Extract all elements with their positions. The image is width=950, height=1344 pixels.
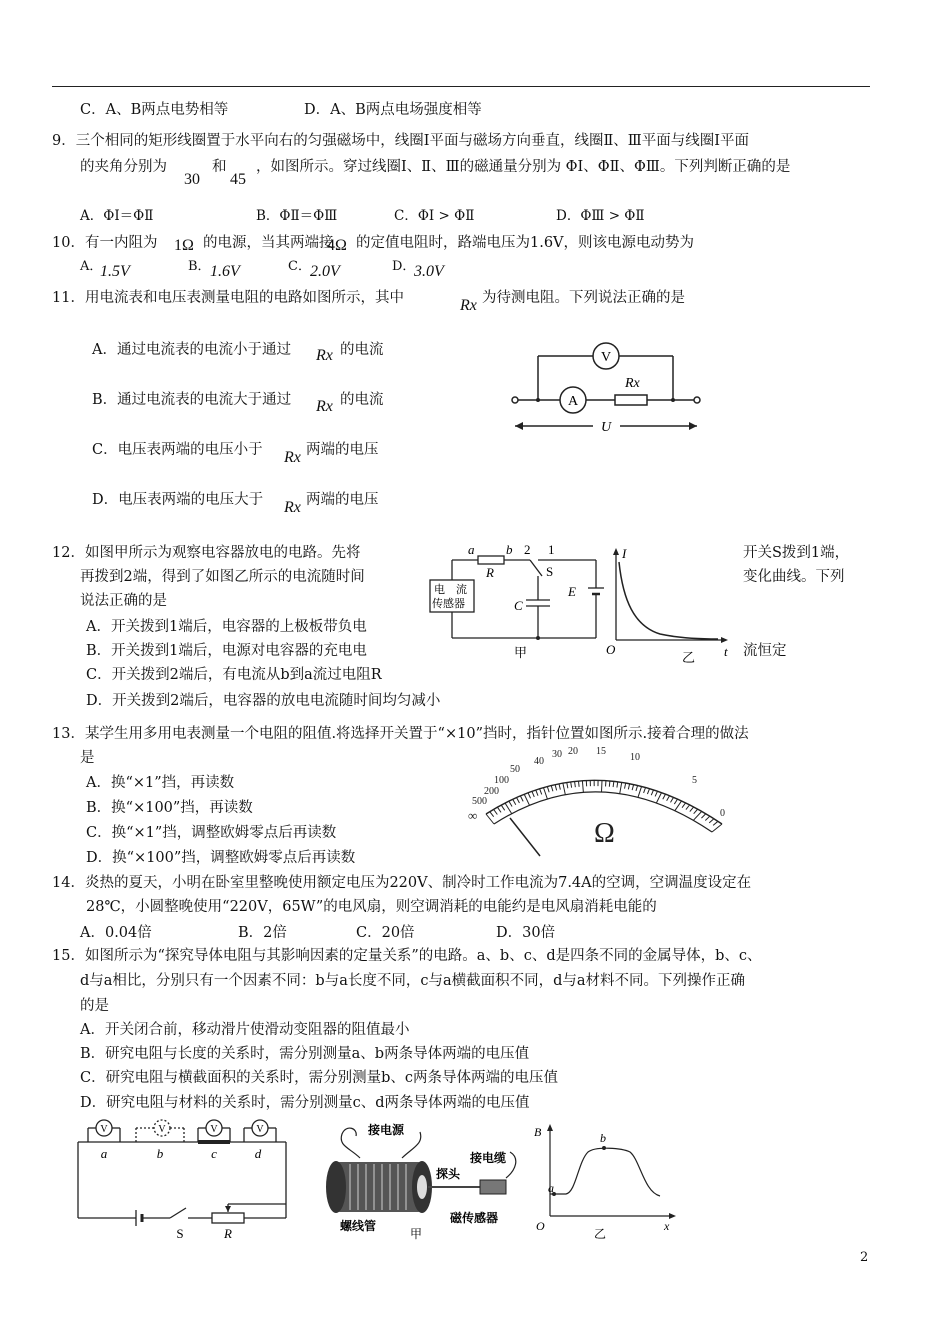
q11-circuit-figure — [505, 340, 705, 440]
label-cable: 接电缆 — [470, 1151, 507, 1165]
label-power: 接电源 — [368, 1123, 405, 1137]
voltmeter-b-label: V — [158, 1124, 166, 1135]
q9-stem-line2a: 的夹角分别为 — [80, 159, 167, 175]
q11-option-d-tail: 两端的电压 — [306, 492, 379, 508]
ohm-symbol: Ω — [594, 818, 615, 849]
scale-tick — [563, 783, 565, 795]
scale-tick — [701, 814, 705, 818]
q14-option-d: D．30倍 — [496, 925, 556, 941]
scale-tick — [705, 816, 710, 820]
label-magnetic-sensor: 磁传感器 — [450, 1211, 499, 1225]
scale-tick — [651, 790, 653, 795]
rheostat-r-label: R — [224, 1226, 232, 1241]
q10-option-c: 2.0V — [310, 263, 340, 280]
q10-stem-c: 的定值电阻时，路端电压为1.6V，则该电源电动势为 — [356, 235, 695, 251]
scale-tick — [686, 805, 690, 810]
q13-ohmmeter-figure — [460, 742, 745, 864]
scale-tick — [540, 789, 542, 795]
q11-option-a-rx: Rx — [316, 347, 333, 364]
q11-option-d-rx: Rx — [284, 499, 301, 516]
scale-label-20: 20 — [568, 746, 578, 757]
scale-tick — [713, 821, 718, 825]
scale-tick — [632, 785, 633, 791]
q14-stem-line1: 14．炎热的夏天，小明在卧室里整晚使用额定电压为220V、制冷时工作电流为7.4A的空调，空调温度设定在 — [52, 875, 752, 891]
voltmeter-c-label: V — [210, 1124, 218, 1135]
q8-option-d: D．A、B两点电场强度相等 — [304, 102, 482, 118]
scale-tick — [647, 789, 649, 794]
q8-option-c: C．A、B两点电势相等 — [80, 102, 229, 118]
q15-option-d: D．研究电阻与材料的关系时，需分别测量c、d两条导体两端的电压值 — [80, 1095, 530, 1111]
scale-tick — [494, 809, 498, 814]
scale-label-30: 30 — [552, 749, 562, 760]
q12-option-b-tail: 流恒定 — [743, 643, 787, 659]
switch-s-label: S — [546, 564, 554, 579]
conductor-c-label: c — [211, 1146, 217, 1161]
q12-stem-line3: 说法正确的是 — [80, 593, 167, 609]
q15-stem-line2: d与a相比，分别只有一个因素不同：b与a长度不同，c与a横截面积不同，d与a材料不同。下列操作正确 — [80, 973, 746, 989]
voltmeter-label: V — [600, 350, 612, 365]
scale-tick — [575, 781, 576, 787]
q9-option-a: A．ΦⅠ＝ΦⅡ — [80, 208, 154, 224]
q12-option-d: D．开关拨到2端后，电容器的放电电流随时间均匀减小 — [86, 693, 441, 709]
time-axis-label: t — [724, 644, 728, 659]
scale-label-500: 500 — [472, 796, 487, 807]
scale-tick — [559, 784, 560, 790]
voltmeter-a-label: V — [100, 1124, 108, 1135]
q10-option-d: 3.0V — [414, 263, 444, 280]
scale-tick — [490, 812, 494, 817]
q11-option-b-rx: Rx — [316, 398, 333, 415]
graph-point-b: b — [600, 1131, 606, 1145]
q10-stem-a: 10．有一内阻为 — [52, 235, 158, 251]
scale-label-40: 40 — [534, 756, 544, 767]
figure-yi-bottom: 乙 — [594, 1227, 607, 1241]
q15-stem-line3: 的是 — [80, 998, 109, 1014]
figure-jia-label: 甲 — [514, 645, 528, 660]
scale-tick — [690, 807, 694, 812]
scale-tick — [582, 781, 583, 793]
scale-tick — [667, 796, 670, 801]
q10-option-b-label: B． — [188, 259, 211, 274]
q9-angle-1: 30 — [184, 171, 200, 188]
terminal-1-label: 1 — [548, 542, 555, 557]
label-solenoid: 螺线管 — [340, 1219, 377, 1233]
voltmeter-d-label: V — [256, 1124, 264, 1135]
scale-tick — [567, 782, 568, 788]
q13-option-a: A．换“×1”挡，再读数 — [86, 775, 235, 791]
sensor-label-2: 传感器 — [432, 598, 465, 610]
scale-tick — [555, 785, 557, 791]
scale-tick — [609, 781, 610, 787]
q13-option-c: C．换“×1”挡，调整欧姆零点后再读数 — [86, 825, 337, 841]
q10-option-c-label: C． — [288, 259, 311, 274]
scale-tick — [524, 794, 529, 805]
terminal-2-label: 2 — [524, 542, 531, 557]
q9-option-c: C．ΦⅠ > ΦⅡ — [394, 208, 475, 224]
voltage-u-label: U — [600, 420, 612, 435]
conductor-a-label: a — [100, 1146, 108, 1161]
scale-tick — [663, 794, 666, 799]
graph-point-a: a — [548, 1181, 554, 1195]
q12-option-c: C．开关拨到2端后，有电流从b到a流过电阻R — [86, 667, 382, 683]
q9-and: 和 — [212, 159, 227, 175]
scale-tick — [613, 781, 614, 787]
figure-jia-bottom: 甲 — [410, 1227, 423, 1241]
q12-figure — [420, 540, 738, 668]
q12-stem-line2b: 变化曲线。下列 — [743, 569, 845, 585]
q11-stem-a: 11．用电流表和电压表测量电阻的电路如图所示，其中 — [52, 290, 404, 306]
scale-tick — [578, 781, 579, 787]
scale-tick — [644, 788, 646, 793]
q9-stem-line1: 9．三个相同的矩形线圈置于水平向右的匀强磁场中，线圈Ⅰ平面与磁场方向垂直，线圈Ⅱ、Ⅲ平面与线圈Ⅰ平面 — [52, 133, 750, 149]
q13-option-b: B．换“×100”挡，再读数 — [86, 800, 253, 816]
q11-option-c-rx: Rx — [284, 449, 301, 466]
scale-tick — [544, 788, 548, 799]
scale-tick — [682, 803, 686, 808]
q11-option-b-text: B．通过电流表的电流大于通过 — [92, 392, 292, 408]
resistor-r-label: R — [486, 565, 494, 580]
scale-tick — [674, 799, 677, 804]
q10-option-b: 1.6V — [210, 263, 240, 280]
q11-option-c-tail: 两端的电压 — [306, 442, 379, 458]
scale-tick — [694, 809, 698, 814]
q9-angle-2: 45 — [230, 171, 246, 188]
q11-stem-b: 为待测电阻。下列说法正确的是 — [482, 290, 685, 306]
scale-label-200: 200 — [484, 786, 499, 797]
emf-e-label: E — [568, 584, 576, 599]
q14-option-a: A．0.04倍 — [80, 925, 152, 941]
scale-tick — [497, 807, 501, 812]
scale-label-0: 0 — [720, 808, 725, 819]
figure-yi-label: 乙 — [682, 650, 696, 665]
q12-stem-line2a: 再拨到2端，得到了如图乙所示的电流随时间 — [80, 569, 365, 585]
scale-tick — [509, 801, 512, 806]
solenoid-figure — [320, 1118, 530, 1242]
q11-option-c-text: C．电压表两端的电压小于 — [92, 442, 263, 458]
q13-stem-line1: 13．某学生用多用电表测量一个电阻的阻值.将选择开关置于“×10”挡时，指针位置如图所示.接着合理的做法 — [52, 726, 749, 742]
q12-stem-line1b: 开关S拨到1端， — [743, 545, 850, 561]
q14-stem-line2: 28℃，小圆整晚使用“220V，65W”的电风扇，则空调消耗的电能约是电风扇消耗电能的 — [86, 899, 657, 915]
scale-tick — [532, 791, 534, 797]
rx-label: Rx — [625, 376, 640, 391]
scale-label-10: 10 — [630, 752, 640, 763]
scale-label-15: 15 — [596, 746, 606, 757]
scale-tick — [628, 784, 629, 790]
graph-x-axis: x — [664, 1219, 670, 1233]
scale-tick — [547, 787, 549, 793]
origin-label: O — [606, 642, 616, 657]
scale-tick — [620, 782, 622, 793]
scale-tick — [536, 790, 538, 796]
conductor-d-label: d — [254, 1146, 262, 1161]
q12-option-b: B．开关拨到1端后，电源对电容器的充电电 — [86, 643, 367, 659]
ammeter-label: A — [567, 394, 579, 409]
scale-tick — [602, 781, 603, 793]
scale-tick — [636, 785, 638, 790]
q9-stem-line2b: ，如图所示。穿过线圈Ⅰ、Ⅱ、Ⅲ的磁通量分别为 ΦⅠ、ΦⅡ、ΦⅢ。下列判断正确的是 — [256, 159, 791, 175]
scale-tick — [528, 793, 530, 799]
q12-option-a: A．开关拨到1端后，电容器的上极板带负电 — [86, 619, 367, 635]
scale-label-infinity: ∞ — [468, 808, 478, 823]
page-number: 2 — [860, 1250, 869, 1265]
current-axis-label: I — [622, 546, 627, 561]
node-a-label: a — [468, 542, 475, 557]
q11-option-a-text: A．通过电流表的电流小于通过 — [92, 342, 291, 358]
scale-tick — [625, 783, 626, 789]
q10-option-d-label: D． — [392, 259, 416, 274]
q13-stem-line2: 是 — [80, 750, 95, 766]
scale-label-5: 5 — [692, 775, 697, 786]
b-x-graph-figure — [530, 1122, 680, 1242]
scale-tick — [517, 798, 520, 803]
sensor-label-1: 电 流 — [434, 584, 467, 596]
conductor-b-label: b — [156, 1146, 164, 1161]
scale-tick — [709, 819, 714, 823]
q13-option-d: D．换“×100”挡，调整欧姆零点后再读数 — [86, 850, 356, 866]
scale-label-50: 50 — [510, 764, 520, 775]
q11-option-d-text: D．电压表两端的电压大于 — [92, 492, 264, 508]
q15-stem-line1: 15．如图所示为“探究导体电阻与其影响因素的定量关系”的电路。a、b、c、d是四条不同的金属导体，b、c、 — [52, 948, 762, 964]
header-rule — [52, 86, 870, 87]
q10-stem-b: 的电源，当其两端接 — [203, 235, 334, 251]
q10-option-a: 1.5V — [100, 263, 130, 280]
q14-option-b: B．2倍 — [238, 925, 287, 941]
scale-label-100: 100 — [494, 775, 509, 786]
q15-option-c: C．研究电阻与横截面积的关系时，需分别测量b、c两条导体两端的电压值 — [80, 1070, 558, 1086]
q14-option-c: C．20倍 — [356, 925, 415, 941]
label-probe: 探头 — [436, 1167, 461, 1181]
graph-b-axis: B — [534, 1125, 542, 1139]
scale-tick — [656, 793, 661, 803]
capacitor-c-label: C — [514, 598, 523, 613]
scale-tick — [655, 791, 657, 796]
q10-resistance: 4Ω — [327, 237, 347, 254]
scale-tick — [520, 796, 523, 801]
scale-tick — [670, 797, 673, 802]
scale-tick — [551, 786, 553, 792]
graph-origin: O — [536, 1219, 545, 1233]
q11-option-a-tail: 的电流 — [340, 342, 384, 358]
q9-option-b: B．ΦⅡ＝ΦⅢ — [256, 208, 338, 224]
scale-tick — [638, 786, 642, 797]
scale-tick — [501, 805, 504, 810]
switch-s-label: S — [176, 1226, 184, 1241]
q12-stem-line1a: 12．如图甲所示为观察电容器放电的电路。先将 — [52, 545, 361, 561]
q10-option-a-label: A． — [80, 259, 103, 274]
q15-option-b: B．研究电阻与长度的关系时，需分别测量a、b两条导体两端的电压值 — [80, 1046, 530, 1062]
scale-tick — [571, 782, 572, 788]
q15-circuit-figure — [74, 1118, 294, 1242]
q15-option-a: A．开关闭合前，移动滑片使滑动变阻器的阻值最小 — [80, 1022, 410, 1038]
q9-option-d: D．ΦⅢ > ΦⅡ — [556, 208, 645, 224]
scale-tick — [617, 782, 618, 788]
q10-internal-resistance: 1Ω — [174, 237, 194, 254]
q11-rx: Rx — [460, 297, 477, 314]
q11-option-b-tail: 的电流 — [340, 392, 384, 408]
node-b-label: b — [506, 542, 513, 557]
scale-tick — [513, 799, 516, 804]
